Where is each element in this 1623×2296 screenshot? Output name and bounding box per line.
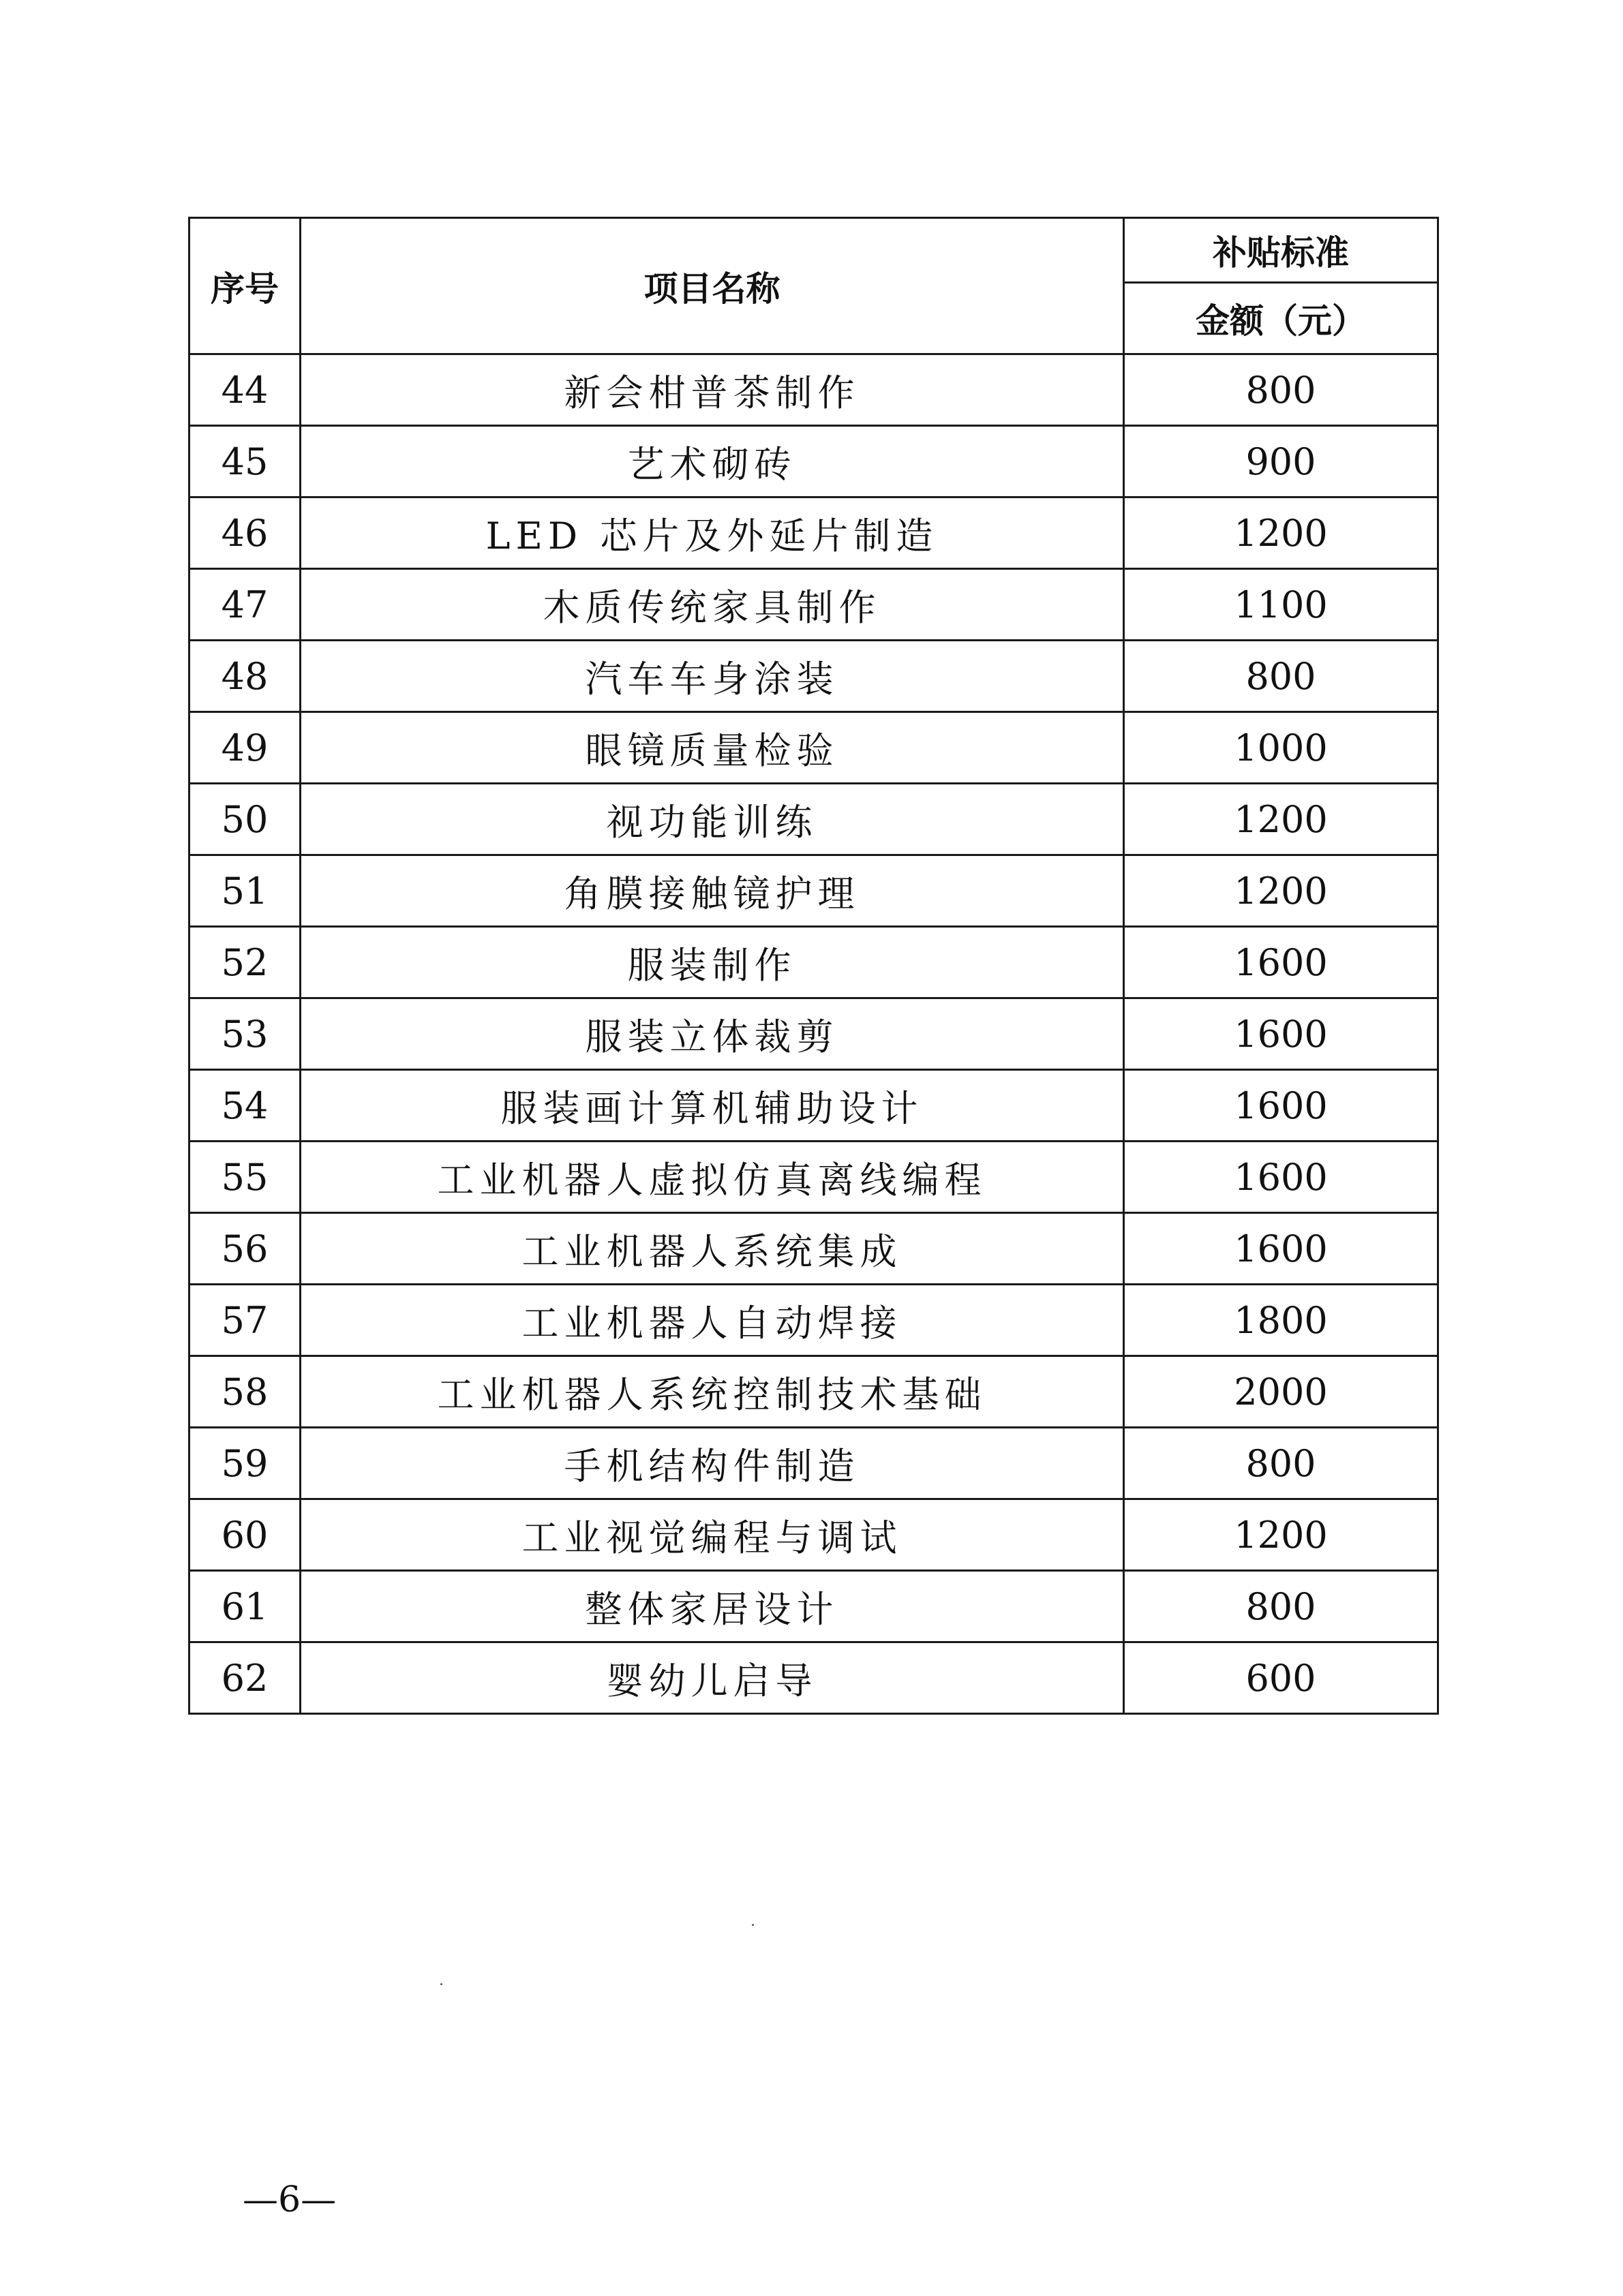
cell-amount: 1200 [1124, 1499, 1438, 1571]
cell-project-name: 工业机器人系统集成 [301, 1213, 1124, 1285]
cell-amount: 1600 [1124, 1213, 1438, 1285]
table-row [189, 1213, 1438, 1285]
cell-amount: 1600 [1124, 998, 1438, 1070]
cell-serial-number: 46 [189, 498, 301, 569]
cell-serial-number: 52 [189, 927, 301, 998]
header-amount: 金额（元） [1124, 283, 1438, 354]
table-row [189, 569, 1438, 641]
cell-serial-number: 59 [189, 1428, 301, 1499]
cell-serial-number: 57 [189, 1285, 301, 1356]
cell-amount: 1200 [1124, 784, 1438, 855]
table-row [189, 712, 1438, 784]
cell-serial-number: 48 [189, 641, 301, 712]
cell-serial-number: 51 [189, 855, 301, 927]
table-row [189, 1499, 1438, 1571]
cell-serial-number: 49 [189, 712, 301, 784]
cell-project-name: 眼镜质量检验 [301, 712, 1124, 784]
header-subsidy-standard: 补贴标准 [1124, 218, 1438, 283]
cell-serial-number: 61 [189, 1571, 301, 1642]
table-row [189, 927, 1438, 998]
cell-amount: 800 [1124, 354, 1438, 426]
table-row [189, 1070, 1438, 1142]
cell-project-name: 工业机器人虚拟仿真离线编程 [301, 1142, 1124, 1213]
cell-serial-number: 62 [189, 1642, 301, 1714]
cell-amount: 800 [1124, 641, 1438, 712]
scan-speck [752, 1924, 754, 1926]
cell-serial-number: 58 [189, 1356, 301, 1428]
header-serial-number: 序号 [189, 218, 301, 354]
cell-serial-number: 50 [189, 784, 301, 855]
cell-serial-number: 60 [189, 1499, 301, 1571]
cell-serial-number: 54 [189, 1070, 301, 1142]
table-row [189, 998, 1438, 1070]
cell-amount: 2000 [1124, 1356, 1438, 1428]
header-project-name: 项目名称 [301, 218, 1124, 354]
cell-amount: 1000 [1124, 712, 1438, 784]
cell-project-name: 服装画计算机辅助设计 [301, 1070, 1124, 1142]
cell-project-name: 手机结构件制造 [301, 1428, 1124, 1499]
table-row [189, 354, 1438, 426]
cell-serial-number: 45 [189, 426, 301, 498]
cell-project-name: 艺术砌砖 [301, 426, 1124, 498]
cell-amount: 600 [1124, 1642, 1438, 1714]
cell-project-name: 工业机器人自动焊接 [301, 1285, 1124, 1356]
cell-amount: 900 [1124, 426, 1438, 498]
cell-amount: 1600 [1124, 1142, 1438, 1213]
cell-project-name: 服装立体裁剪 [301, 998, 1124, 1070]
cell-amount: 800 [1124, 1428, 1438, 1499]
cell-serial-number: 44 [189, 354, 301, 426]
table-row [189, 641, 1438, 712]
cell-project-name: 整体家居设计 [301, 1571, 1124, 1642]
cell-serial-number: 53 [189, 998, 301, 1070]
cell-serial-number: 47 [189, 569, 301, 641]
page-number: —6— [243, 2179, 337, 2220]
cell-project-name: 木质传统家具制作 [301, 569, 1124, 641]
cell-amount: 1100 [1124, 569, 1438, 641]
cell-amount: 1200 [1124, 498, 1438, 569]
cell-amount: 1600 [1124, 1070, 1438, 1142]
cell-amount: 1600 [1124, 927, 1438, 998]
cell-project-name: 汽车车身涂装 [301, 641, 1124, 712]
table-row [189, 784, 1438, 855]
cell-project-name: 角膜接触镜护理 [301, 855, 1124, 927]
cell-project-name: 新会柑普茶制作 [301, 354, 1124, 426]
table-row [189, 855, 1438, 927]
table-header [189, 218, 1438, 354]
cell-project-name: 婴幼儿启导 [301, 1642, 1124, 1714]
table-row [189, 1142, 1438, 1213]
table-row [189, 498, 1438, 569]
cell-project-name: 视功能训练 [301, 784, 1124, 855]
cell-project-name: 服装制作 [301, 927, 1124, 998]
cell-amount: 800 [1124, 1571, 1438, 1642]
table-row [189, 1356, 1438, 1428]
table-row [189, 1428, 1438, 1499]
cell-serial-number: 55 [189, 1142, 301, 1213]
table-row [189, 1285, 1438, 1356]
table-row [189, 426, 1438, 498]
subsidy-table [188, 217, 1439, 1715]
cell-project-name: 工业视觉编程与调试 [301, 1499, 1124, 1571]
table-body [189, 354, 1438, 1714]
table-row [189, 1642, 1438, 1714]
cell-amount: 1200 [1124, 855, 1438, 927]
cell-project-name: 工业机器人系统控制技术基础 [301, 1356, 1124, 1428]
table-row [189, 1571, 1438, 1642]
cell-serial-number: 56 [189, 1213, 301, 1285]
scan-speck [440, 1983, 442, 1985]
cell-project-name: LED 芯片及外延片制造 [301, 498, 1124, 569]
cell-amount: 1800 [1124, 1285, 1438, 1356]
